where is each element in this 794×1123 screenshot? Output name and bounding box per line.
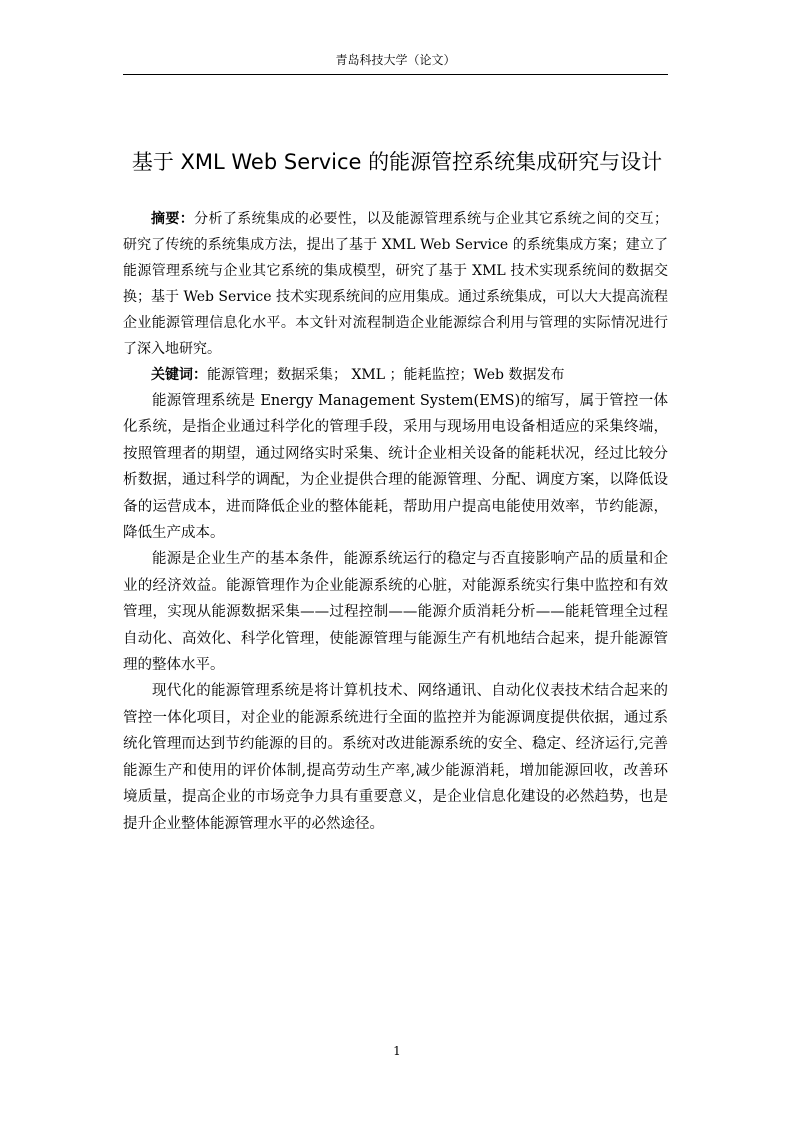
abstract-text: 分析了系统集成的必要性，以及能源管理系统与企业其它系统之间的交互；研究了传统的系统集成方法，提出了基于 XML Web Service 的系统集成方案；建立了能源管理系统与企业其它系统的集成模型，研究了基于 XML 技术实现系统间的数据交换；基于 Web Service 技术实现系统间的应用集成。通过系统集成，可以大大提高流程企业能源管理信息化水平。本文针对流程制造企业能源综合利用与管理的实际情况进行了深入地研究。 — [123, 211, 669, 357]
abstract-label: 摘要： — [151, 211, 195, 227]
keywords-paragraph — [123, 362, 668, 388]
abstract-paragraph — [123, 206, 668, 362]
body-paragraph-3: 现代化的能源管理系统是将计算机技术、网络通讯、自动化仪表技术结合起来的管控一体化项目，对企业的能源系统进行全面的监控并为能源调度提供依据，通过系统化管理而达到节约能源的目的。系统对改进能源系统的安全、稳定、经济运行,完善能源生产和使用的评价体制,提高劳动生产率,减少能源消耗，增加能源回收，改善环境质量，提高企业的市场竞争力具有重要意义，是企业信息化建设的必然趋势，也是提升企业整体能源管理水平的必然途径。 — [123, 683, 668, 832]
page-number: 1 — [393, 1044, 401, 1058]
body-paragraph-2: 能源是企业生产的基本条件，能源系统运行的稳定与否直接影响产品的质量和企业的经济效益。能源管理作为企业能源系统的心脏，对能源系统实行集中监控和有效管理，实现从能源数据采集——过程控制——能源介质消耗分析——能耗管理全过程自动化、高效化、科学化管理，使能源管理与能源生产有机地结合起来，提升能源管理的整体水平。 — [123, 551, 668, 674]
paper-title: 基于 XML Web Service 的能源管控系统集成研究与设计 — [131, 150, 663, 174]
page-content — [123, 206, 668, 837]
body-paragraph-1: 能源管理系统是 Energy Management System(EMS)的缩写，属于管控一体化系统，是指企业通过科学化的管理手段，采用与现场用电设备相适应的采集终端，按照管理者的期望，通过网络实时采集、统计企业相关设备的能耗状况，经过比较分析数据，通过科学的调配，为企业提供合理的能源管理、分配、调度方案，以降低设备的运营成本，进而降低企业的整体能耗，帮助用户提高电能使用效率，节约能源，降低生产成本。 — [123, 393, 668, 542]
keywords-text: 能源管理；数据采集； XML ；能耗监控；Web 数据发布 — [207, 367, 565, 383]
running-header: 青岛科技大学（论文） — [123, 52, 668, 75]
keywords-label: 关键词： — [151, 367, 207, 383]
